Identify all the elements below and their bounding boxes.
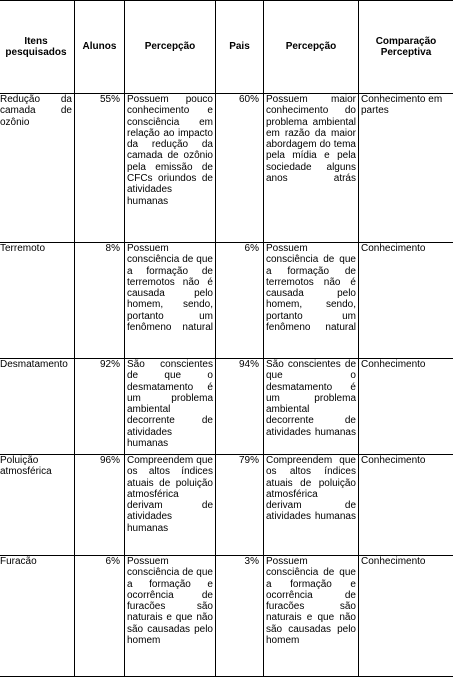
cell-pais: 6% <box>216 243 264 359</box>
table-row <box>0 359 453 455</box>
cell-alunos: 6% <box>75 556 125 677</box>
header-row <box>0 1 453 94</box>
cell-percepcao-pais: Possuem consciência de que a formação e ocorrência de furacões são naturais e que não são causadas pelo homem <box>264 556 359 677</box>
cell-comparacao: Conhecimento <box>359 455 454 556</box>
cell-percepcao-alunos: Possuem consciência de que a formação e ocorrência de furacões são naturais e que não são causadas pelo homem <box>125 556 216 677</box>
header-percepcao-pais: Percepção <box>264 1 359 94</box>
cell-alunos: 96% <box>75 455 125 556</box>
cell-pais: 79% <box>216 455 264 556</box>
cell-comparacao: Conhecimento em partes <box>359 94 454 243</box>
cell-item: Poluição atmosférica <box>0 455 75 556</box>
header-alunos: Alunos <box>75 1 125 94</box>
cell-item: Desmatamento <box>0 359 75 455</box>
cell-percepcao-pais: Possuem maior conhecimento do problema ambiental em razão da maior abordagem do tema pela mídia e pela sociedade alguns anos atrás <box>264 94 359 243</box>
cell-comparacao: Conhecimento <box>359 243 454 359</box>
cell-percepcao-pais: Possuem consciência de que a formação de terremotos não é causada pelo homem, sendo, portanto um fenômeno natural <box>264 243 359 359</box>
cell-alunos: 55% <box>75 94 125 243</box>
cell-comparacao: Conhecimento <box>359 556 454 677</box>
cell-percepcao-alunos: Compreendem que os altos índices atuais de poluição atmosférica derivam de atividades humanas <box>125 455 216 556</box>
header-percepcao-alunos: Percepção <box>125 1 216 94</box>
cell-alunos: 92% <box>75 359 125 455</box>
header-itens: Itens pesquisados <box>0 1 75 94</box>
table-row <box>0 455 453 556</box>
cell-percepcao-alunos: São conscientes de que o desmatamento é um problema ambiental decorrente de atividades humanas <box>125 359 216 455</box>
cell-alunos: 8% <box>75 243 125 359</box>
cell-percepcao-pais: Compreendem que os altos índices atuais de poluição atmosférica derivam de atividades humanas <box>264 455 359 556</box>
cell-pais: 3% <box>216 556 264 677</box>
cell-item: Redução da camada de ozônio <box>0 94 75 243</box>
cell-pais: 60% <box>216 94 264 243</box>
header-comparacao: Comparação Perceptiva <box>359 1 454 94</box>
cell-item: Terremoto <box>0 243 75 359</box>
table-row <box>0 556 453 677</box>
table-row <box>0 94 453 243</box>
cell-comparacao: Conhecimento <box>359 359 454 455</box>
cell-percepcao-alunos: Possuem pouco conhecimento e consciência em relação ao impacto da redução da camada de ozônio pela emissão de CFCs oriundos de atividades humanas <box>125 94 216 243</box>
cell-percepcao-pais: São conscientes de que o desmatamento é um problema ambiental decorrente de atividades humanas <box>264 359 359 455</box>
cell-pais: 94% <box>216 359 264 455</box>
cell-item: Furacão <box>0 556 75 677</box>
header-pais: Pais <box>216 1 264 94</box>
cell-percepcao-alunos: Possuem consciência de que a formação de terremotos não é causada pelo homem, sendo, portanto um fenômeno natural <box>125 243 216 359</box>
table-row <box>0 243 453 359</box>
